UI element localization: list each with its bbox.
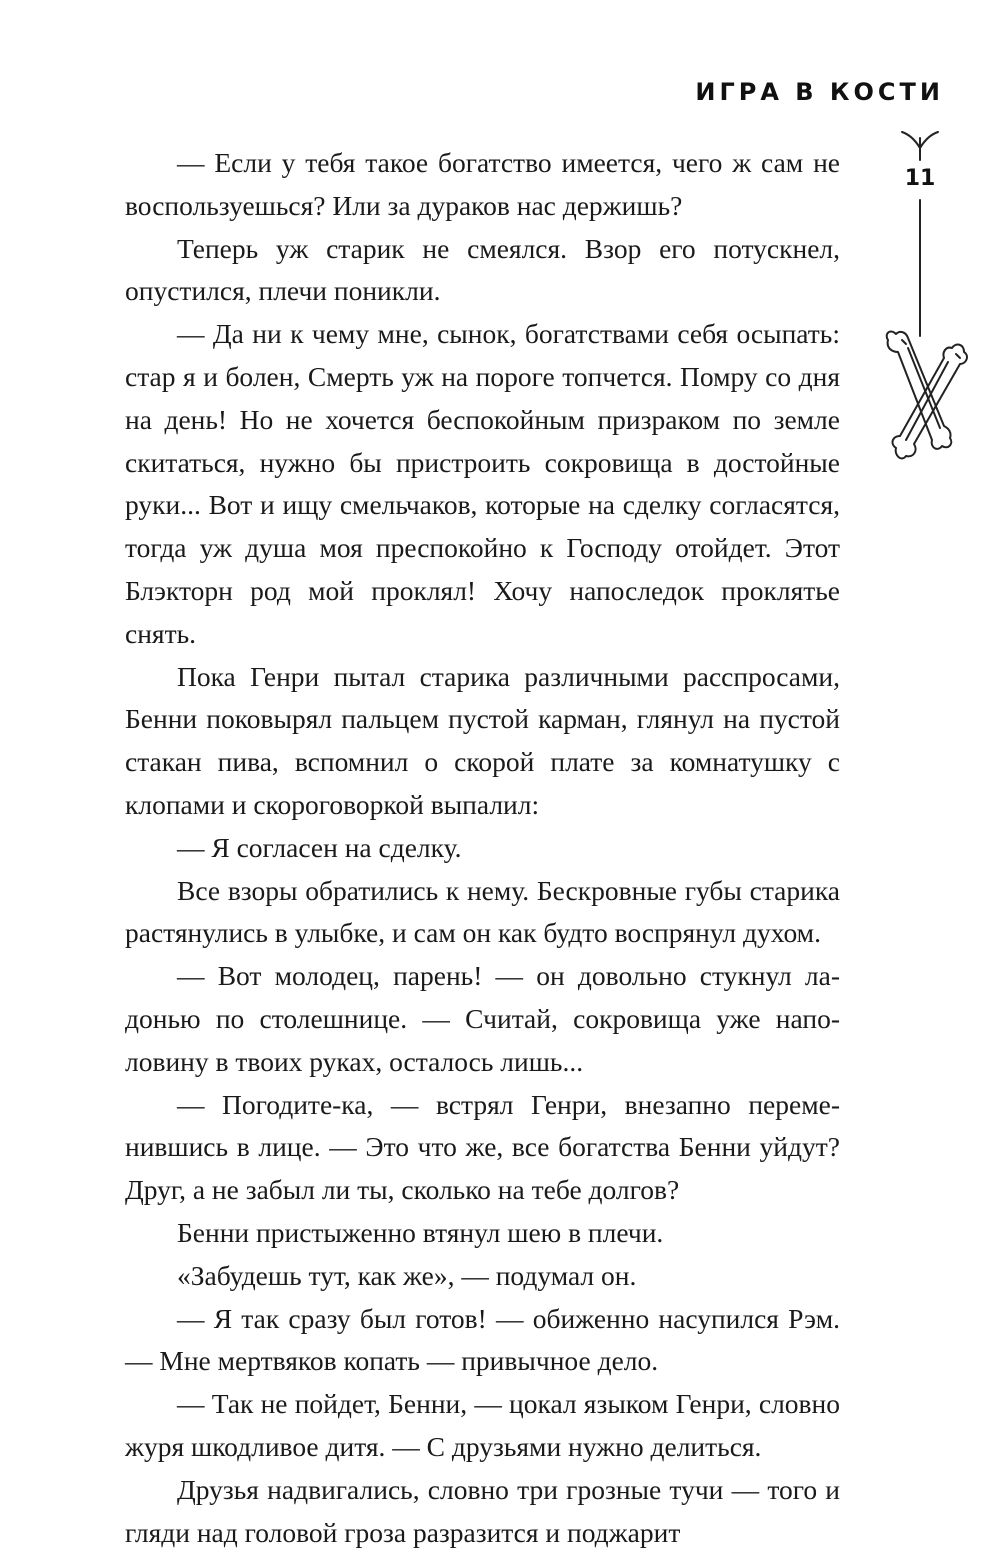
paragraph: — Я согласен на сделку. [177, 831, 462, 863]
paragraph: Бенни пристыженно втянул шею в плечи. [177, 1216, 664, 1248]
paragraph: — Погодите-ка, — встрял Генри, внезапно переменившись в лице. — Это что же, все богатства Бенни уйдут? Друг, а не забыл ли ты, сколько на тебе долгов? [125, 1088, 840, 1206]
paragraph: — Так не пойдет, Бенни, — цокал языком Генри, словно журя шкодливое дитя. — С друзьями нужно делиться. [125, 1388, 840, 1462]
paragraph: Друзья надвигались, словно три грозные тучи — того и гляди над головой гроза разразится и поджарит [125, 1473, 840, 1548]
body-text [125, 142, 840, 1554]
paragraph: — Я так сразу был готов! — обиженно насупился Рэм. — Мне мертвяков копать — привычное дело. [125, 1302, 840, 1377]
paragraph: — Да ни к чему мне, сынок, богатствами себя осыпать: стар я и болен, Смерть уж на пороге топчется. Помру со дня на день! Но не хочется беспокойным призраком по земле скитаться, нужно бы пристроить сокровища в достойные руки... Вот и ищу смельчаков, которые на сделку согласятся, тогда уж душа моя преспокойно к Господу отойдет. Этот Блэкторн род мой проклял! Хочу напоследок проклятье снять. [125, 318, 840, 649]
paragraph: Теперь уж старик не смеялся. Взор его потускнел, опустился, плечи поникли. [125, 232, 840, 307]
page-number: 11 [904, 166, 936, 191]
paragraph: Все взоры обратились к нему. Бескровные губы старика растянулись в улыбке, и сам он как будто воспрянул духом. [125, 874, 840, 949]
paragraph: — Вот молодец, парень! — он довольно стукнул ладонью по столешнице. — Считай, сокровища уже наполовину в твоих руках, осталось лишь... [125, 960, 840, 1077]
paragraph: «Забудешь тут, как же», — подумал он. [177, 1259, 637, 1291]
paragraph: Пока Генри пытал старика различными расспросами, Бенни поковырял пальцем пустой карман, глянул на пустой стакан пива, вспомнил о скорой плате за комнатушку с клопами и скороговоркой выпалил: [125, 660, 840, 820]
paragraph: — Если у тебя такое богатство имеется, чего ж сам не воспользуешься? Или за дураков нас держишь? [125, 147, 840, 221]
running-title: ИГРА В КОСТИ [695, 78, 944, 106]
